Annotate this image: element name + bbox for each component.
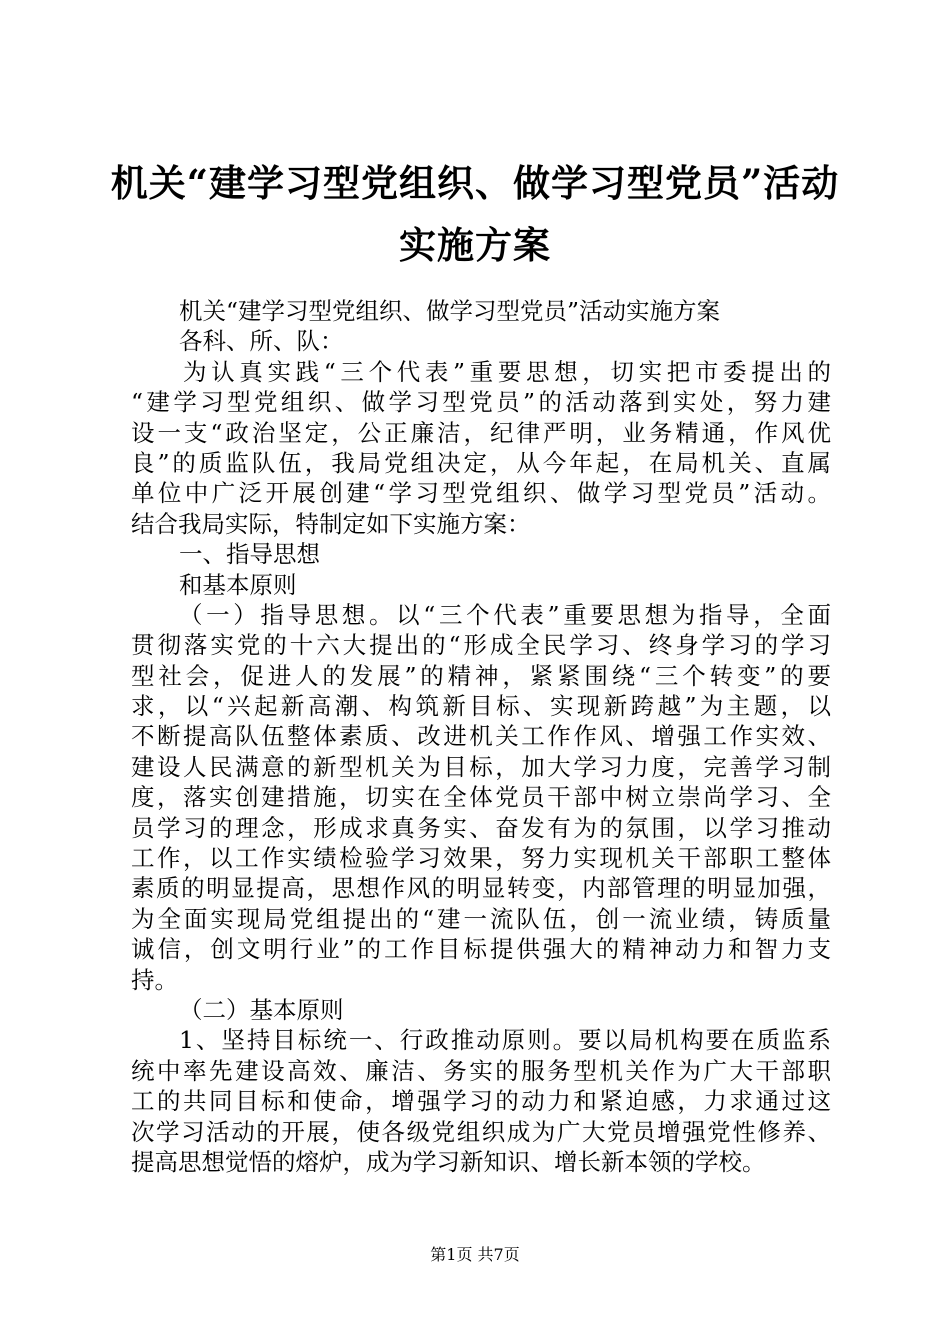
section-heading: 一、指导思想 xyxy=(179,540,320,569)
body-line: 结合我局实际，特制定如下实施方案： xyxy=(131,509,531,538)
body-line: 度，落实创建措施，切实在全体党员干部中树立崇尚学习、全 xyxy=(131,783,831,812)
body-line: 型社会，促进人的发展”的精神，紧紧围绕“三个转变”的要 xyxy=(131,661,831,690)
body-line: 1、坚持目标统一、行政推动原则。要以局机构要在质监系 xyxy=(179,1026,831,1055)
document-title-line-2: 实施方案 xyxy=(399,223,551,267)
document-title-line-1: 机关“建学习型党组织、做学习型党员”活动 xyxy=(110,161,840,205)
body-line: 持。 xyxy=(131,965,178,994)
body-line: 工的共同目标和使命，增强学习的动力和紧迫感，力求通过这 xyxy=(131,1087,831,1116)
body-line: 工作，以工作实绩检验学习效果，努力实现机关干部职工整体 xyxy=(131,844,831,873)
body-line: 不断提高队伍整体素质、改进机关工作作风、增强工作实效、 xyxy=(131,722,831,751)
body-line: 求，以“兴起新高潮、构筑新目标、实现新跨越”为主题，以 xyxy=(131,692,831,721)
body-line: 单位中广泛开展创建“学习型党组织、做学习型党员”活动。 xyxy=(131,479,831,508)
section-heading: （二）基本原则 xyxy=(179,995,344,1024)
body-line: 素质的明显提高，思想作风的明显转变，内部管理的明显加强， xyxy=(131,874,831,903)
section-heading: 和基本原则 xyxy=(179,570,297,599)
body-line: “建学习型党组织、做学习型党员”的活动落到实处，努力建 xyxy=(131,388,831,417)
body-line: 建设人民满意的新型机关为目标，加大学习力度，完善学习制 xyxy=(131,752,831,781)
body-line: 为全面实现局党组提出的“建一流队伍，创一流业绩，铸质量 xyxy=(131,904,831,933)
document-body xyxy=(131,296,831,1177)
body-line: 诚信，创文明行业”的工作目标提供强大的精神动力和智力支 xyxy=(131,935,831,964)
body-line: 贯彻落实党的十六大提出的“形成全民学习、终身学习的学习 xyxy=(131,631,831,660)
body-line: 各科、所、队： xyxy=(179,327,344,356)
body-line: （一）指导思想。以“三个代表”重要思想为指导，全面 xyxy=(179,600,831,629)
body-line: 设一支“政治坚定，公正廉洁，纪律严明，业务精通，作风优 xyxy=(131,418,831,447)
page-number-footer: 第1页 共7页 xyxy=(430,1245,520,1264)
body-line: 统中率先建设高效、廉洁、务实的服务型机关作为广大干部职 xyxy=(131,1056,831,1085)
body-line: 员学习的理念，形成求真务实、奋发有为的氛围，以学习推动 xyxy=(131,813,831,842)
body-line: 次学习活动的开展，使各级党组织成为广大党员增强党性修养、 xyxy=(131,1117,831,1146)
body-line: 为认真实践“三个代表”重要思想，切实把市委提出的 xyxy=(183,357,831,386)
body-line: 良”的质监队伍，我局党组决定，从今年起，在局机关、直属 xyxy=(131,448,831,477)
body-line: 提高思想觉悟的熔炉，成为学习新知识、增长新本领的学校。 xyxy=(131,1147,766,1176)
body-line: 机关“建学习型党组织、做学习型党员”活动实施方案 xyxy=(179,297,721,325)
